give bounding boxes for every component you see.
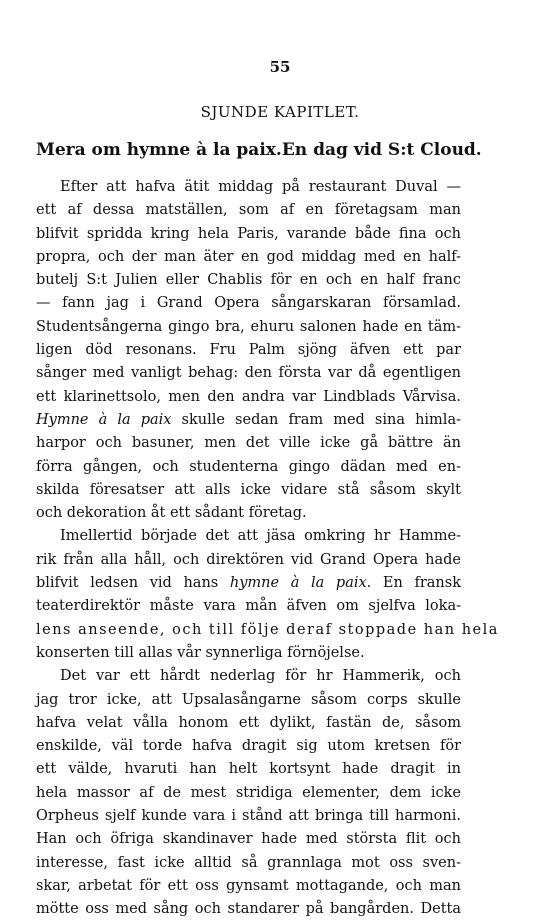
text-line: sånger med vanligt behag: den första var då egentligen — [36, 365, 461, 382]
text-line: jag tror icke, att Upsalasångarne såsom corps skulle — [36, 691, 461, 708]
text-line: harpor och basuner, men det ville icke gå bättre än — [36, 435, 461, 452]
text-line: Han och öfriga skandinaver hade med största flit och — [36, 831, 461, 848]
text-line: butelj S:t Julien eller Chablis för en och en half franc — [36, 272, 461, 289]
text-line: mötte oss med sång och standarer på bangården. Detta — [36, 901, 461, 918]
italic-title: Hymne à la paix — [36, 411, 172, 428]
body-text — [36, 176, 499, 922]
text-line: Orpheus sjelf kunde vara i stånd att bringa till harmoni. — [36, 808, 461, 825]
section-heading-part-1: Mera om hymne à la paix. — [36, 140, 282, 160]
text-line — [36, 572, 461, 595]
italic-title: hymne à la paix — [229, 575, 367, 592]
text-line: konserten till allas vår synnerliga förnöjelse. — [36, 644, 365, 661]
section-heading-part-2: En dag vid S:t Cloud. — [281, 140, 482, 160]
text-line: Studentsångerna gingo bra, ehuru salonen hade en täm- — [36, 318, 461, 335]
text-span: skulle sedan fram med sina himla- — [171, 411, 461, 428]
text-line: skar, arbetat för ett oss gynsamt mottagande, och man — [36, 877, 461, 894]
text-line: blifvit spridda kring hela Paris, varande både fina och — [36, 225, 461, 242]
text-line: och dekoration åt ett sådant företag. — [36, 505, 307, 522]
text-line: interesse, fast icke alltid så grannlaga mot oss sven- — [36, 854, 461, 871]
text-line: skilda föresatser att alls icke vidare stå såsom skylt — [36, 481, 461, 498]
text-line: Det var ett hårdt nederlag för hr Hammerik, och — [60, 668, 461, 685]
text-line: lens anseende, och till följe deraf stoppade han hela — [36, 621, 499, 638]
chapter-title: SJUNDE KAPITLET. — [200, 103, 360, 121]
text-line — [36, 409, 461, 432]
text-line: teaterdirektör måste vara mån äfven om sjelfva loka- — [36, 598, 461, 615]
text-line: propra, och der man äter en god middag med en half- — [36, 248, 461, 265]
section-heading — [36, 140, 482, 160]
text-line: Efter att hafva ätit middag på restaurant Duval — — [60, 179, 461, 195]
text-line: hafva velat vålla honom ett dylikt, fastän de, såsom — [36, 714, 461, 731]
text-line: Imellertid började det att jäsa omkring hr Hamme- — [60, 528, 461, 545]
text-line: ett välde, hvaruti han helt kortsynt hade dragit in — [36, 761, 461, 778]
text-line: hela massor af de mest stridiga elementer, dem icke — [36, 784, 461, 801]
text-line: ett klarinettsolo, men den andra var Lindblads Vårvisa. — [36, 388, 461, 405]
text-line: ett af dessa matställen, som af en företagsam man — [36, 202, 461, 219]
text-line: förra gången, och studenterna gingo dädan med en- — [36, 458, 461, 475]
text-line: enskilde, väl torde hafva dragit sig utom kretsen för — [36, 738, 461, 755]
text-line: — fann jag i Grand Opera sångarskaran församlad. — [36, 295, 461, 312]
page-number: 55 — [269, 58, 291, 76]
text-span: . En fransk — [366, 575, 461, 592]
text-line: rik från alla håll, och direktören vid Grand Opera hade — [36, 551, 461, 568]
text-line: ligen död resonans. Fru Palm sjöng äfven ett par — [36, 342, 461, 359]
text-span: blifvit ledsen vid hans — [36, 575, 230, 592]
